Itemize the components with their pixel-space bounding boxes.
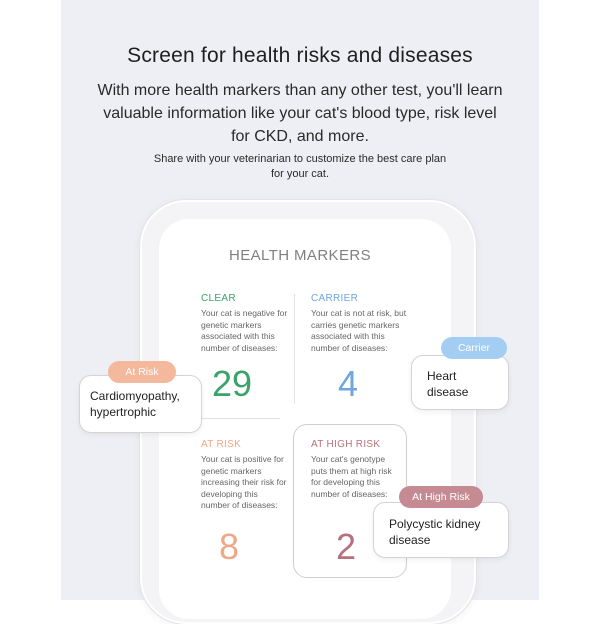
clear-description: Your cat is negative for genetic markers associated with this number of diseases:	[201, 308, 288, 353]
health-markers-title: HEALTH MARKERS	[228, 247, 371, 264]
carrier-count: 4	[338, 363, 359, 404]
at-risk-badge: At Risk	[108, 361, 176, 383]
clear-count: 29	[212, 363, 253, 404]
high-risk-count: 2	[336, 526, 357, 567]
carrier-callout-text: Heart disease	[427, 369, 469, 399]
subtitle: With more health markers than any other test, you'll learn valuable information like your cat's blood type, risk level for CKD, and more.	[97, 82, 503, 145]
high-risk-badge: At High Risk	[399, 486, 483, 508]
at-risk-callout-card	[79, 375, 202, 433]
high-risk-label: AT HIGH RISK	[311, 439, 381, 450]
at-risk-callout-text: Cardiomyopathy, hypertrophic	[90, 389, 180, 419]
headline: Screen for health risks and diseases	[127, 44, 473, 67]
carrier-badge: Carrier	[441, 337, 507, 359]
high-risk-description: Your cat's genotype puts them at high risk for developing this number of diseases:	[311, 454, 392, 499]
at-risk-description: Your cat is positive for genetic markers increasing their risk for developing this number of diseases:	[201, 454, 287, 510]
at-risk-label: AT RISK	[201, 439, 242, 450]
clear-label: CLEAR	[201, 293, 236, 304]
at-risk-count: 8	[219, 526, 240, 567]
high-risk-callout-text: Polycystic kidney disease	[389, 517, 481, 547]
carrier-callout-card	[411, 355, 509, 410]
carrier-description: Your cat is not at risk, but carries genetic markers associated with this number of diseases:	[311, 308, 407, 353]
carrier-label: CARRIER	[311, 293, 359, 304]
vet-note: Share with your veterinarian to customize the best care plan for your cat.	[153, 153, 447, 180]
high-risk-callout-card	[373, 502, 509, 558]
divider-horizontal	[200, 418, 280, 419]
